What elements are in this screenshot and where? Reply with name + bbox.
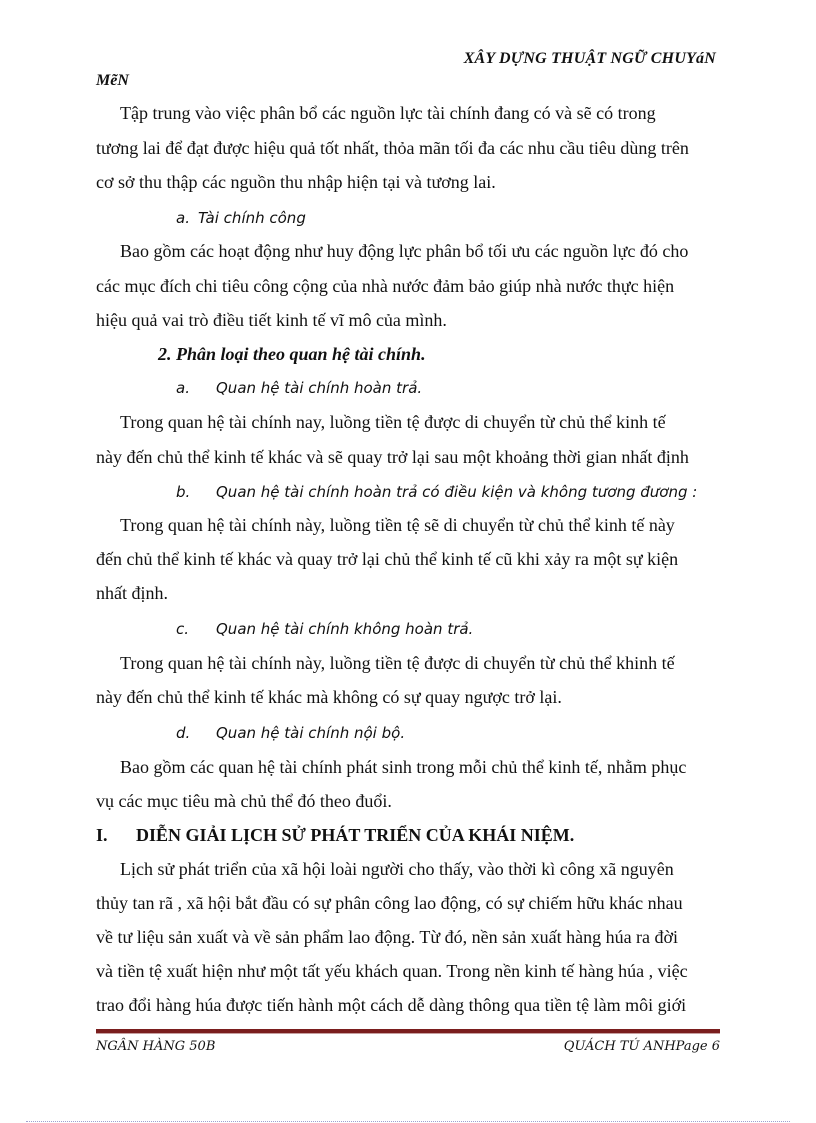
subheading-text: Quan hệ tài chính hoàn trả. [216, 379, 423, 397]
paragraph-line: các mục đích chi tiêu công cộng của nhà nước đảm bảo giúp nhà nước thực hiện [96, 276, 675, 296]
paragraph-line: Trong quan hệ tài chính này, luồng tiền tệ được di chuyển từ chủ thể khinh tế [120, 653, 675, 673]
paragraph-line: Tập trung vào việc phân bổ các nguồn lực tài chính đang có và sẽ có trong [120, 103, 656, 123]
list-marker: a. [176, 379, 190, 397]
paragraph-line: Bao gồm các quan hệ tài chính phát sinh trong mỗi chủ thể kinh tế, nhằm phục [120, 757, 687, 777]
footer-page-number: QUÁCH TÚ ANHPage 6 [563, 1039, 720, 1054]
paragraph-line: Bao gồm các hoạt động như huy động lực phân bổ tối ưu các nguồn lực đó cho [120, 241, 689, 261]
paragraph-line: Lịch sử phát triển của xã hội loài người cho thấy, vào thời kì công xã nguyên [120, 859, 674, 879]
subheading-a-repayable [176, 379, 422, 397]
subheading-d-internal [176, 724, 405, 742]
paragraph-line: này đến chủ thể kinh tế khác và sẽ quay trở lại sau một khoảng thời gian nhất định [96, 447, 689, 467]
footer-left-text: NGÂN HÀNG 50B [96, 1039, 216, 1054]
paragraph-line: về tư liệu sản xuất và về sản phẩm lao động. Từ đó, nền sản xuất hàng húa ra đời [96, 927, 679, 947]
subheading-c-non-repayable [176, 620, 473, 638]
subheading-text: Tài chính công [197, 209, 306, 227]
heading-text: DIỄN GIẢI LỊCH SỬ PHÁT TRIỂN CỦA KHÁI NIỆM. [136, 825, 575, 845]
subheading-text: Quan hệ tài chính nội bộ. [216, 724, 406, 742]
header-title-continuation: MẽN [96, 72, 129, 89]
paragraph-line: thủy tan rã , xã hội bắt đầu có sự phân công lao động, có sự chiếm hữu khác nhau [96, 893, 683, 913]
paragraph-line: hiệu quả vai trò điều tiết kinh tế vĩ mô của mình. [96, 310, 447, 330]
section-heading-I [96, 825, 574, 846]
paragraph-line: nhất định. [96, 583, 168, 603]
paragraph-line: đến chủ thể kinh tế khác và quay trở lại chủ thể kinh tế cũ khi xảy ra một sự kiện [96, 549, 679, 569]
header-title: XÂY DỰNG THUẬT NGỮ CHUYáN [463, 50, 716, 67]
subheading-text: Quan hệ tài chính không hoàn trả. [216, 620, 474, 638]
footer-divider [96, 1029, 720, 1034]
subheading-text: Quan hệ tài chính hoàn trả có điều kiện và không tương đương : [216, 483, 698, 501]
paragraph-line: cơ sở thu thập các nguồn thu nhập hiện tại và tương lai. [96, 172, 496, 192]
paragraph-line: Trong quan hệ tài chính này, luồng tiền tệ sẽ di chuyển từ chủ thể kinh tế này [120, 515, 675, 535]
paragraph-line: vụ các mục tiêu mà chủ thể đó theo đuổi. [96, 791, 392, 811]
paragraph-line: Trong quan hệ tài chính nay, luồng tiền tệ được di chuyển từ chủ thể kinh tế [120, 412, 666, 432]
list-marker: a. [176, 209, 190, 227]
subheading-b-conditional [176, 483, 697, 501]
heading-number: I. [96, 825, 108, 845]
paragraph-line: trao đổi hàng húa được tiến hành một cách dễ dàng thông qua tiền tệ làm môi giới [96, 995, 687, 1015]
list-marker: d. [176, 724, 191, 742]
paragraph-line: này đến chủ thể kinh tế khác mà không có sự quay ngược trở lại. [96, 687, 562, 707]
paragraph-line: tương lai để đạt được hiệu quả tốt nhất, thỏa mãn tối đa các nhu cầu tiêu dùng trên [96, 138, 689, 158]
list-marker: c. [176, 620, 190, 638]
section-heading-2: 2. Phân loại theo quan hệ tài chính. [158, 344, 426, 364]
list-marker: b. [176, 483, 191, 501]
subheading-a-public-finance [176, 209, 306, 227]
paragraph-line: và tiền tệ xuất hiện như một tất yếu khách quan. Trong nền kinh tế hàng húa , việc [96, 961, 688, 981]
